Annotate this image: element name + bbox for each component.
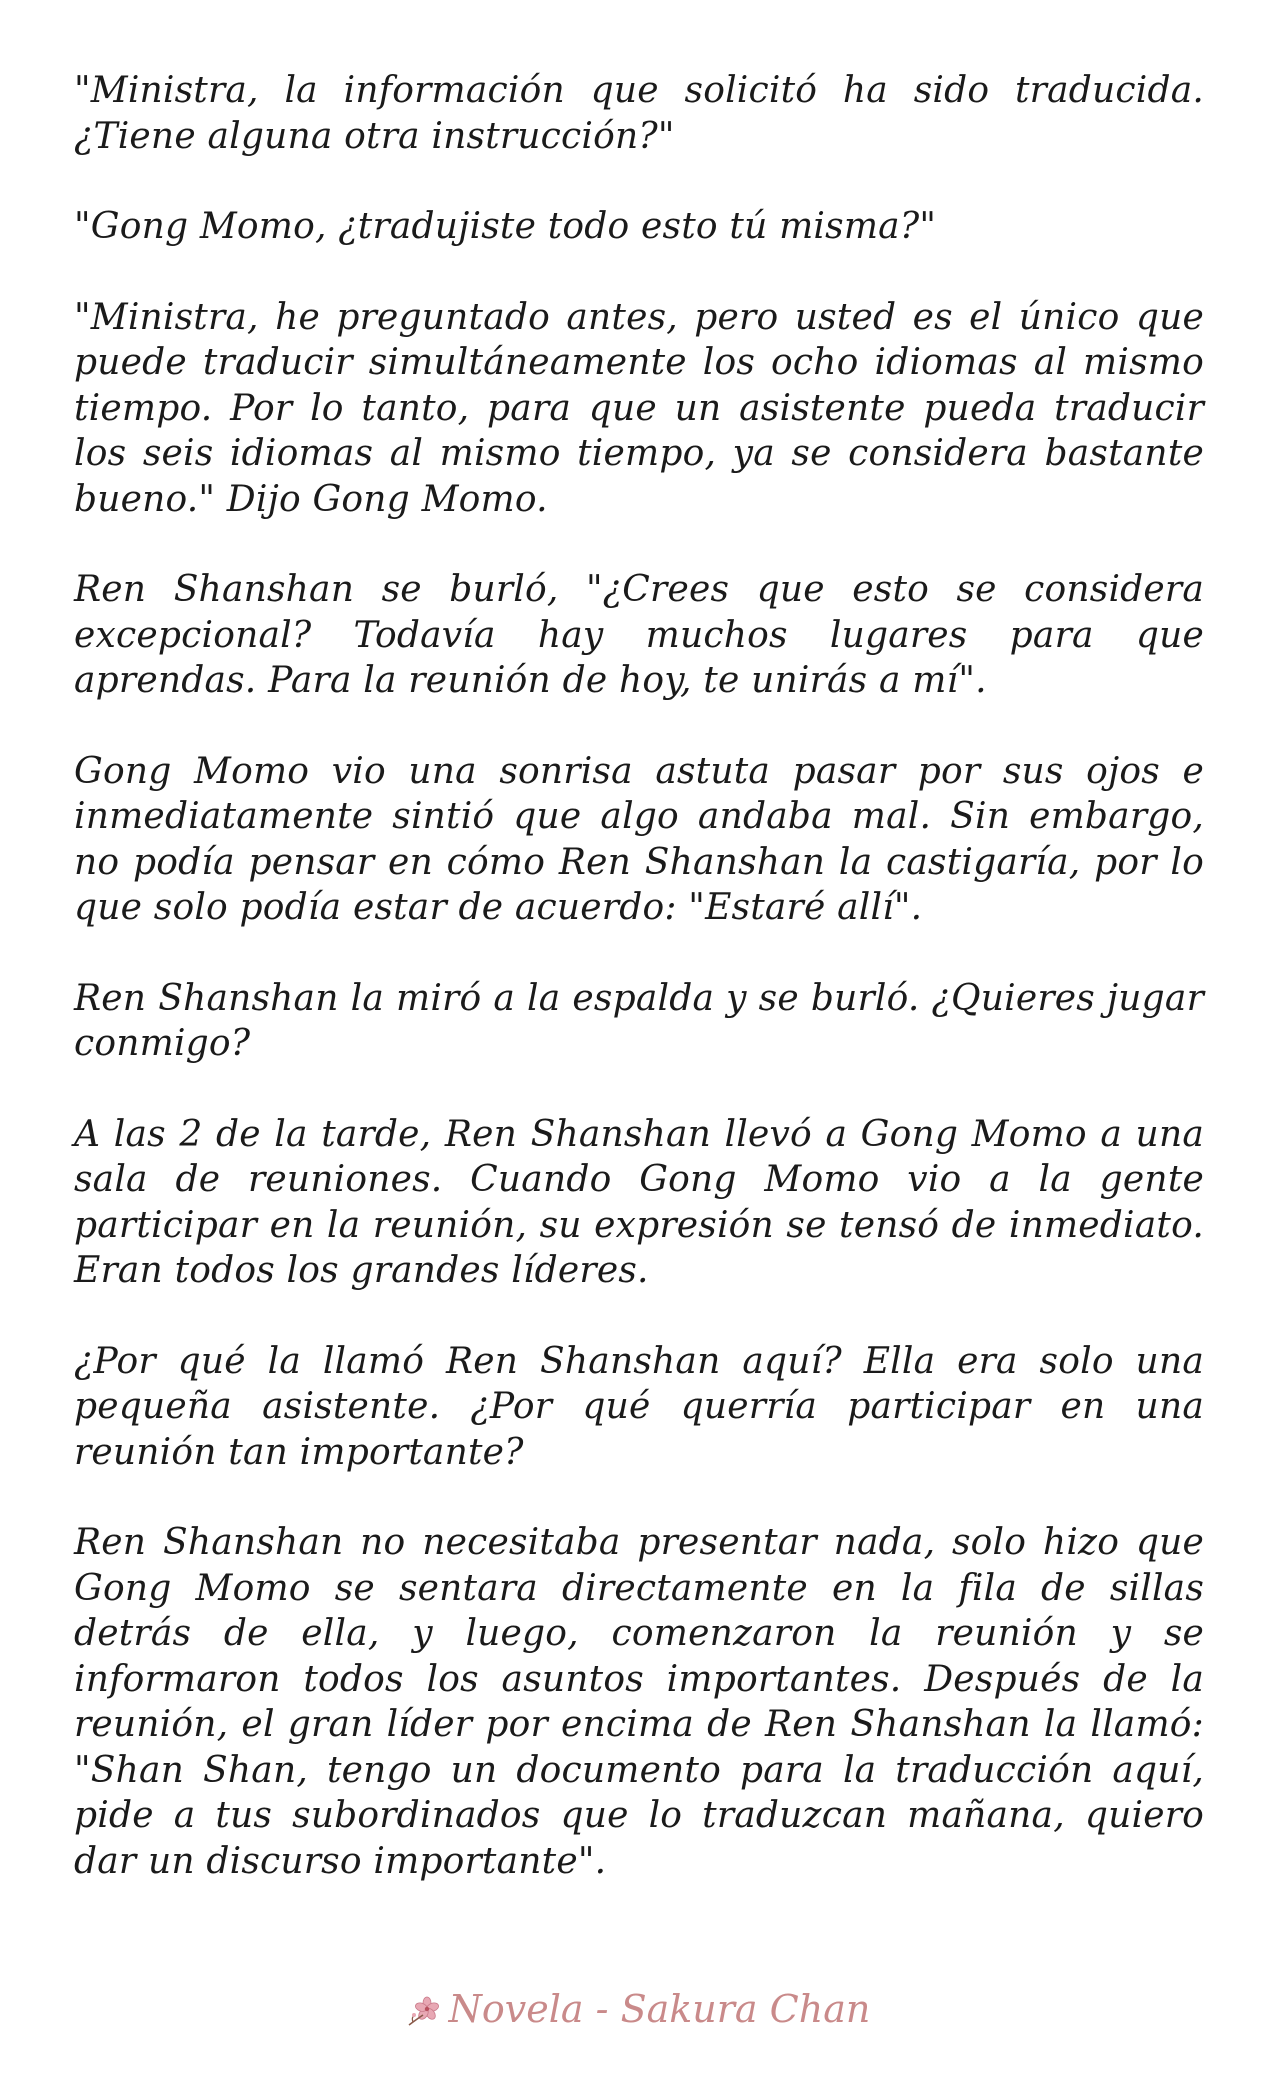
paragraph-3: "Ministra, he preguntado antes, pero usted es el único que puede traducir simultáneamente los ocho idiomas al mismo tiempo. Por lo tanto, para que un asistente pueda traducir los seis idiomas al mismo tiempo, ya se considera bastante bueno." Dijo Gong Momo.: [74, 296, 1204, 520]
paragraph-9: Ren Shanshan no necesitaba presentar nada, solo hizo que Gong Momo se sentara directamente en la fila de sillas detrás de ella, y luego, comenzaron la reunión y se informaron todos los asuntos importantes. Después de la reunión, el gran líder por encima de Ren Shanshan la llamó: "Shan Shan, tengo un documento para la traducción aquí, pide a tus subordinados que lo traduzcan mañana, quiero dar un discurso importante".: [74, 1522, 1204, 1882]
paragraph-6: Ren Shanshan la miró a la espalda y se burló. ¿Quieres jugar conmigo?: [74, 977, 1204, 1064]
paragraph-4: Ren Shanshan se burló, "¿Crees que esto se considera excepcional? Todavía hay muchos lugares para que aprendas. Para la reunión de hoy, te unirás a mí".: [74, 569, 1204, 701]
sakura-flower-icon: [405, 1995, 443, 2031]
paragraph-1: "Ministra, la información que solicitó ha sido traducida. ¿Tiene alguna otra instrucción?": [74, 70, 1204, 157]
footer-text: Novela - Sakura Chan: [448, 1987, 871, 2031]
watermark-footer: [0, 1987, 1275, 2031]
paragraph-7: A las 2 de la tarde, Ren Shanshan llevó a Gong Momo a una sala de reuniones. Cuando Gong Momo vio a la gente participar en la reunión, su expresión se tensó de inmediato. Eran todos los grandes líderes.: [74, 1113, 1204, 1291]
document-body: [74, 68, 1204, 1929]
paragraph-2: "Gong Momo, ¿tradujiste todo esto tú misma?": [74, 206, 937, 247]
paragraph-8: ¿Por qué la llamó Ren Shanshan aquí? Ella era solo una pequeña asistente. ¿Por qué querría participar en una reunión tan importante?: [74, 1340, 1204, 1473]
paragraph-5: Gong Momo vio una sonrisa astuta pasar por sus ojos e inmediatamente sintió que algo andaba mal. Sin embargo, no podía pensar en cómo Ren Shanshan la castigaría, por lo que solo podía estar de acuerdo: "Estaré allí".: [74, 750, 1204, 928]
